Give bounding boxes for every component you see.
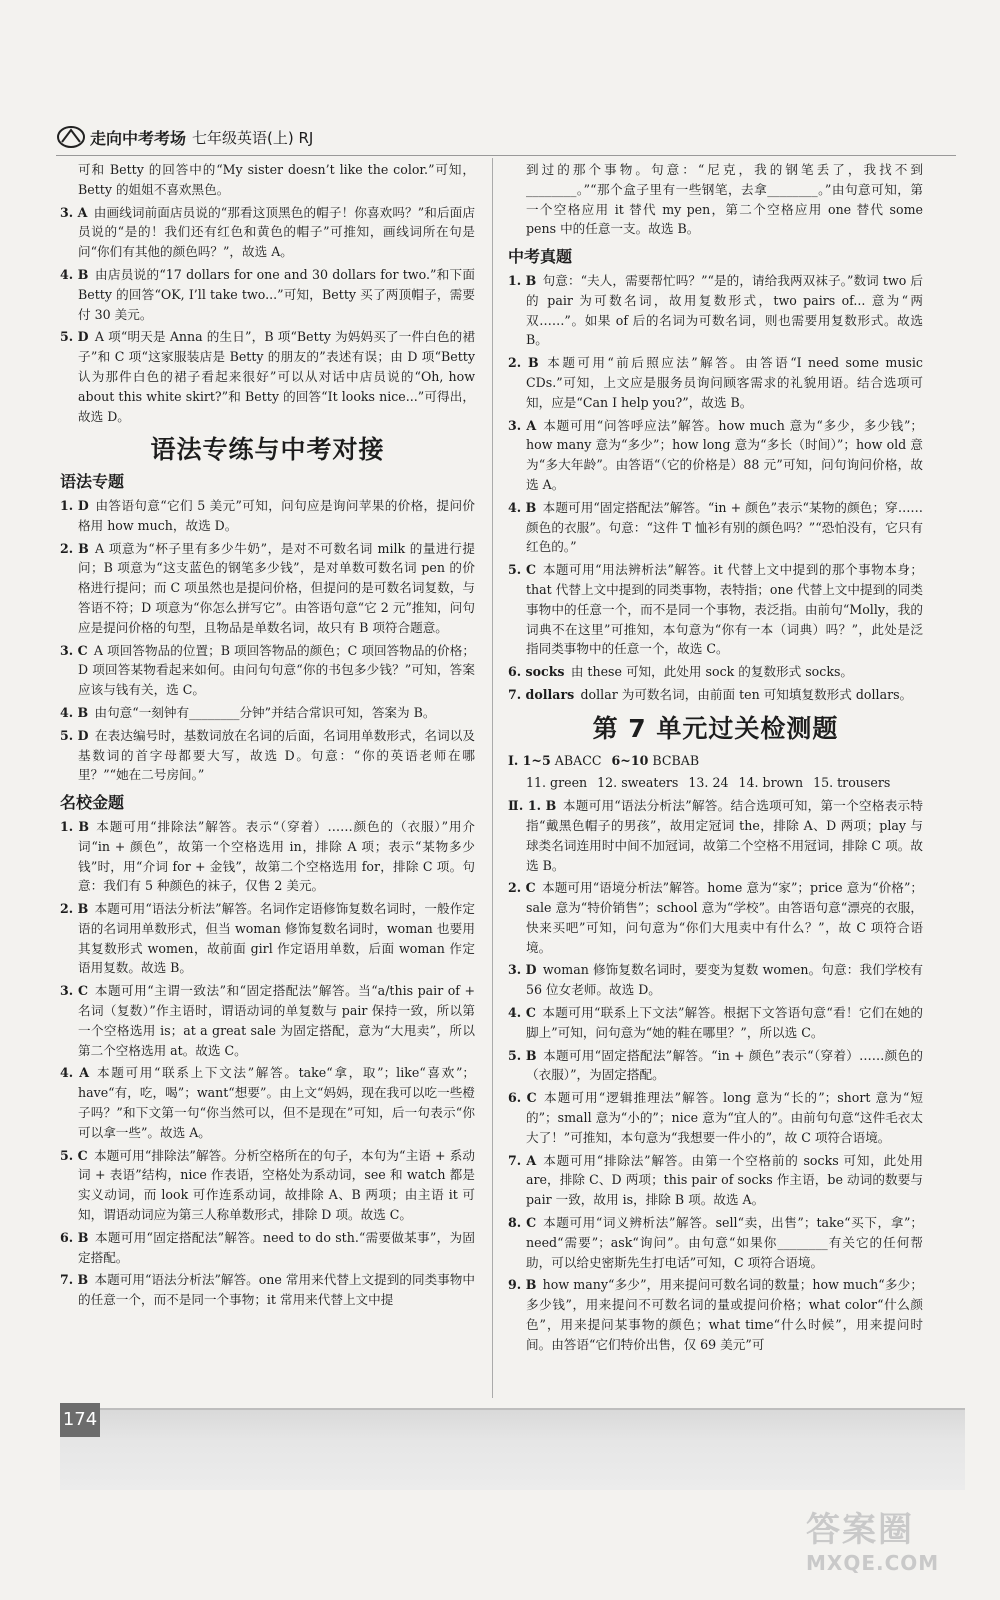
item-number: 4. A: [60, 1065, 89, 1081]
answer-item: [508, 353, 923, 412]
item-number: 2. B: [508, 355, 539, 371]
continued-text: 可和 Betty 的回答中的“My sister doesn’t like the color.”可知，Betty 的姐姐不喜欢黑色。: [78, 162, 475, 197]
column-divider: [492, 158, 493, 1398]
answer-item: [508, 416, 923, 495]
item-explanation: A 项“明天是 Anna 的生日”，B 项“Betty 为妈妈买了一件白色的裙子”和 C 项“这家服装店是 Betty 的朋友的”表述有误；由 D 项“Betty 认为那件白色的裙子看起来很好”可以从对话中店员说的“Oh, how about this white skirt?”和 Betty 的回答“It looks nice...”可得出，故选 D。: [78, 329, 476, 424]
item-number: 6. C: [508, 1090, 537, 1106]
item-number: 4. B: [60, 266, 89, 282]
answer-row: [508, 751, 923, 771]
item-explanation: dollar 为可数名词，由前面 ten 可知填复数形式 dollars。: [580, 686, 913, 702]
answer-item: [508, 685, 923, 705]
item-number: 5. C: [60, 1147, 88, 1163]
item-number: 2. B: [60, 540, 89, 556]
answer-item: [508, 498, 923, 557]
item-number: 4. B: [508, 499, 537, 515]
item-number: 7. B: [60, 1272, 89, 1288]
item-explanation: 本题可用“排除法”解答。由第一个空格前的 socks 可知，此处用 are，排除 C、D 两项；this pair of socks 作主语，be 动词的数要与 pair 一致，故用 is，排除 B 项。故选 A。: [526, 1152, 923, 1208]
answer-item: [60, 1228, 475, 1268]
watermark-url: MXQE.COM: [806, 1551, 940, 1575]
answer-item: [508, 960, 923, 1000]
watermark-logo: [806, 1510, 976, 1590]
answer-item: [60, 265, 475, 324]
item-explanation: 在表达编号时，基数词放在名词的后面，名词用单数形式，名词以及基数词的首字母都要大写，故选 D。句意：“你的英语老师在哪里？”“她在二号房间。”: [78, 727, 476, 783]
logo-icon: [56, 124, 86, 150]
right-column: [508, 160, 923, 1358]
item-number: 9. B: [508, 1277, 537, 1293]
subsection-heading: 中考真题: [508, 247, 573, 267]
answer-value: 13. 24: [688, 775, 729, 791]
item-explanation: 由 these 可知，此处用 sock 的复数形式 socks。: [570, 664, 854, 680]
answer-item: [60, 1063, 475, 1142]
item-explanation: 句意：“夫人，需要帮忙吗？”“是的，请给我两双袜子。”数词 two 后的 pair 为可数名词，故用复数形式，two pairs of... 意为“两双……”。如果 of 后的名词为可数名词，则也需要用复数形式。故选 B。: [526, 272, 923, 348]
item-number: 2. C: [508, 880, 536, 896]
item-explanation: 本题可用“排除法”解答。表示“（穿着）……颜色的（衣服）”用介词“in + 颜色”，故第一个空格选用 in，排除 A 项；表示“某物多少钱”时，用“介词 for + 金钱”，故第二个空格选用 for，排除 C 项。句意：我们有 5 种颜色的袜子，仅售 2 美元。: [78, 818, 475, 894]
answer-value: BCBAB: [652, 752, 700, 768]
footer-band: [60, 1408, 965, 1490]
answer-row: [526, 773, 923, 793]
answer-item: [60, 641, 475, 700]
item-number: 4. B: [60, 704, 89, 720]
item-explanation: 本题可用“用法辨析法”解答。it 代替上文中提到的那个事物本身；that 代替上文中提到的同类事物，表特指；one 代替上文中提到的同类事物中的任意一个，而不是同一个事物，表泛指。由前句“Molly，我的词典不在这里”可推知，本句意为“你有一本（词典）吗？”，此处是泛指同类事物中的任意一个，故选 C。: [526, 562, 923, 657]
item-number: Ⅱ. 1. B: [508, 798, 557, 814]
answer-value: ABACC: [554, 752, 602, 768]
item-explanation: 本题可用“联系上下文法”解答。take“拿，取”；like“喜欢”；have“有，吃，喝”；want“想要”。由上文“妈妈，现在我可以吃一些橙子吗？”和下文第一句“你当然可以，但不是现在”可知，后一句表示“你可以拿一些”。故选 A。: [78, 1065, 475, 1140]
answer-item: [508, 1275, 923, 1354]
answer-item: [508, 1151, 923, 1210]
item-number: 4. C: [508, 1005, 536, 1021]
item-explanation: 本题可用“语法分析法”解答。one 常用来代替上文提到的同类事物中的任意一个，而不是同一个事物；it 常用来代替上文中提: [78, 1272, 475, 1308]
item-explanation: 本题可用“语境分析法”解答。home 意为“家”；price 意为“价格”；sale 意为“特价销售”；school 意为“学校”。由答语句意“漂亮的衣服，快来买吧”可知，问句意为“你们大甩卖中有什么？”，故 C 项符合语境。: [526, 880, 924, 955]
item-explanation: 本题可用“排除法”解答。分析空格所在的句子，本句为“主语 + 系动词 + 表语”结构，nice 作表语，空格处为系动词，see 和 watch 都是实义动词，而 look 可作连系动词，故排除 A、B 两项；由主语 it 可知，谓语动词应为第三人称单数形式，排除 D 项。故选 C。: [78, 1147, 475, 1223]
item-explanation: 本题可用“问答呼应法”解答。how much 意为“多少，多少钱”；how many 意为“多少”；how long 意为“多长（时间）”；how old 意为“多大年龄”。由答语“（它的价格是）88 元”可知，问句询问价格，故选 A。: [526, 417, 923, 492]
item-explanation: 本题可用“固定搭配法”解答。“in + 颜色”表示“某物的颜色；穿……颜色的衣服”。句意：“这件 T 恤衫有别的颜色吗？”“恐怕没有，它只有红色的。”: [526, 499, 924, 555]
watermark-text: 答案圈: [806, 1510, 914, 1550]
answer-value: 15. trousers: [813, 775, 891, 791]
item-number: 3. C: [60, 983, 89, 999]
section-heading: 语法专练与中考对接: [150, 435, 385, 465]
page-number: 174: [60, 1403, 100, 1437]
answer-item: [508, 271, 923, 350]
item-number: 6. B: [60, 1229, 89, 1245]
item-number: 3. C: [60, 642, 88, 658]
item-explanation: 由句意“一刻钟有________分钟”并结合常识可知，答案为 B。: [94, 704, 436, 720]
answer-item: [508, 560, 923, 659]
header-rule: [56, 155, 956, 156]
item-explanation: 本题可用“语法分析法”解答。结合选项可知，第一个空格表示特指“戴黑色帽子的男孩”，故用定冠词 the，排除 A、D 两项；play 与球类名词连用时中间不加冠词，故第二个空格不用冠词，排除 C 项。故选 B。: [526, 798, 923, 873]
item-explanation: 本题可用“主谓一致法”和“固定搭配法”解答。当“a/this pair of + 名词（复数）”作主语时，谓语动词的单复数与 pair 保持一致，所以第一个空格选用 is；at a great sale 为固定搭配，意为“大甩卖”，所以第二个空格选用 at。故选 C。: [78, 983, 476, 1058]
left-column: [60, 160, 475, 1313]
item-explanation: 本题可用“固定搭配法”解答。need to do sth.“需要做某事”，为固定搭配。: [78, 1229, 475, 1265]
answer-item: [508, 1046, 923, 1086]
book-title: 走向中考考场: [90, 128, 187, 148]
answer-item: [60, 539, 475, 638]
answer-label: 6~10: [611, 752, 649, 768]
answer-item: [508, 1088, 923, 1147]
answer-item: [60, 899, 475, 978]
answer-item: [60, 1146, 475, 1225]
answer-value: 11. green: [526, 775, 588, 791]
item-number: 5. D: [60, 727, 89, 743]
answer-item: [60, 496, 475, 536]
item-number: 5. D: [60, 329, 89, 345]
item-explanation: how many“多少”，用来提问可数名词的数量；how much“多少；多少钱”，用来提问不可数名词的量或提问价格；what color“什么颜色”，用来提问某事物的颜色；what time“什么时候”，用来提问时间。由答语“它们特价出售，仅 69 美元”可: [526, 1277, 923, 1352]
item-explanation: 本题可用“前后照应法”解答。由答语“I need some music CDs.”可知，上文应是服务员询问顾客需求的礼貌用语。结合选项可知，应是“Can I help you?”，故选 B。: [526, 355, 923, 410]
item-explanation: 由画线词前面店员说的“那看这顶黑色的帽子！你喜欢吗？”和后面店员说的“是的！我们还有红色和黄色的帽子”可推知，画线词所在句是问“你们有其他的颜色吗？”，故选 A。: [78, 204, 475, 260]
item-explanation: 本题可用“词义辨析法”解答。sell“卖，出售”；take“买下，拿”；need“需要”；ask“询问”。由句意“如果你________有关它的任何帮助，可以给史密斯先生打电话”可知，C 项符合语境。: [526, 1215, 923, 1270]
item-number: 3. D: [508, 962, 537, 978]
answer-item: [508, 1213, 923, 1272]
answer-value: 14. brown: [738, 775, 804, 791]
answer-item: [60, 726, 475, 785]
item-number: 2. B: [60, 901, 89, 917]
answer-item: [60, 703, 475, 723]
item-explanation: 本题可用“逻辑推理法”解答。long 意为“长的”；short 意为“短的”；small 意为“小的”；nice 意为“宜人的”。由前句句意“这件毛衣太大了！”可推知，本句意为“我想要一件小的”，故 C 项符合语境。: [526, 1090, 923, 1145]
answer-item: [60, 817, 475, 896]
answer-item: [508, 1003, 923, 1043]
answer-item: [508, 796, 923, 875]
item-explanation: 本题可用“固定搭配法”解答。“in + 颜色”表示“（穿着）……颜色的（衣服）”，为固定搭配。: [526, 1047, 923, 1083]
item-number: 7. A: [508, 1152, 537, 1168]
section-heading: 第 7 单元过关检测题: [592, 713, 839, 743]
answer-item: [60, 981, 475, 1060]
answer-item: [60, 1270, 475, 1310]
item-number: 8. C: [508, 1215, 537, 1231]
continued-text: 到过的那个事物。句意：“尼克，我的钢笔丢了，我找不到________。”“那个盒子里有一些钢笔，去拿________。”由句意可知，第一个空格应用 it 替代 my pen，第二个空格应用 one 替代 some pens 中的任意一支。故选 B。: [526, 162, 923, 237]
item-number: 6. socks: [508, 664, 565, 680]
item-number: 1. B: [60, 818, 90, 834]
item-explanation: 本题可用“联系上下文法”解答。根据下文答语句意“看！它们在她的脚上”可知，问句意为“她的鞋在哪里？”，所以选 C。: [526, 1005, 923, 1040]
answer-item: [60, 203, 475, 262]
item-number: 3. A: [508, 417, 537, 433]
answer-item: [508, 878, 923, 957]
answer-label: Ⅰ. 1~5: [508, 752, 551, 768]
page-header: [56, 122, 956, 152]
item-explanation: 由店员说的“17 dollars for one and 30 dollars for two.”和下面 Betty 的回答“OK, I’ll take two...”可知，Betty 买了两顶帽子，需要付 30 美元。: [78, 266, 475, 322]
item-number: 5. C: [508, 562, 537, 578]
item-number: 7. dollars: [508, 686, 575, 702]
item-explanation: 本题可用“语法分析法”解答。名词作定语修饰复数名词时，一般作定语的名词用单数形式，但当 woman 修饰复数名词时，woman 也要用其复数形式 women，故前面 girl 作定语用单数，后面 woman 作定语用复数。故选 B。: [78, 901, 475, 976]
item-number: 3. A: [60, 204, 88, 220]
item-number: 1. D: [60, 497, 89, 513]
answer-value: 12. sweaters: [597, 775, 679, 791]
subsection-heading: 语法专题: [60, 472, 125, 492]
item-number: 5. B: [508, 1047, 537, 1063]
item-number: 1. B: [508, 272, 537, 288]
item-explanation: 由答语句意“它们 5 美元”可知，问句应是询问苹果的价格，提问价格用 how much，故选 D。: [78, 497, 475, 533]
subsection-heading: 名校金题: [60, 793, 125, 813]
book-subtitle: 七年级英语(上) RJ: [192, 128, 314, 147]
answer-item: [508, 662, 923, 682]
item-explanation: woman 修饰复数名词时，要变为复数 women。句意：我们学校有 56 位女老师。故选 D。: [526, 962, 924, 998]
item-explanation: A 项回答物品的位置；B 项回答物品的颜色；C 项回答物品的价格；D 项回答某物看起来如何。由问句句意“你的书包多少钱？”可知，答案应该与钱有关，选 C。: [78, 642, 476, 698]
answer-item: [60, 327, 475, 426]
item-explanation: A 项意为“杯子里有多少牛奶”，是对不可数名词 milk 的量进行提问；B 项意为“这支蓝色的钢笔多少钱”，是对单数可数名词 pen 的价格进行提问；而 C 项虽然也是提问价格，但提问的是可数名词复数，与答语不符；D 项意为“你怎么拼写它”。由答语句意“它 2 元”推知，问句应是提问价格的句型，且物品是单数名词，故只有 B 项符合题意。: [78, 540, 475, 635]
